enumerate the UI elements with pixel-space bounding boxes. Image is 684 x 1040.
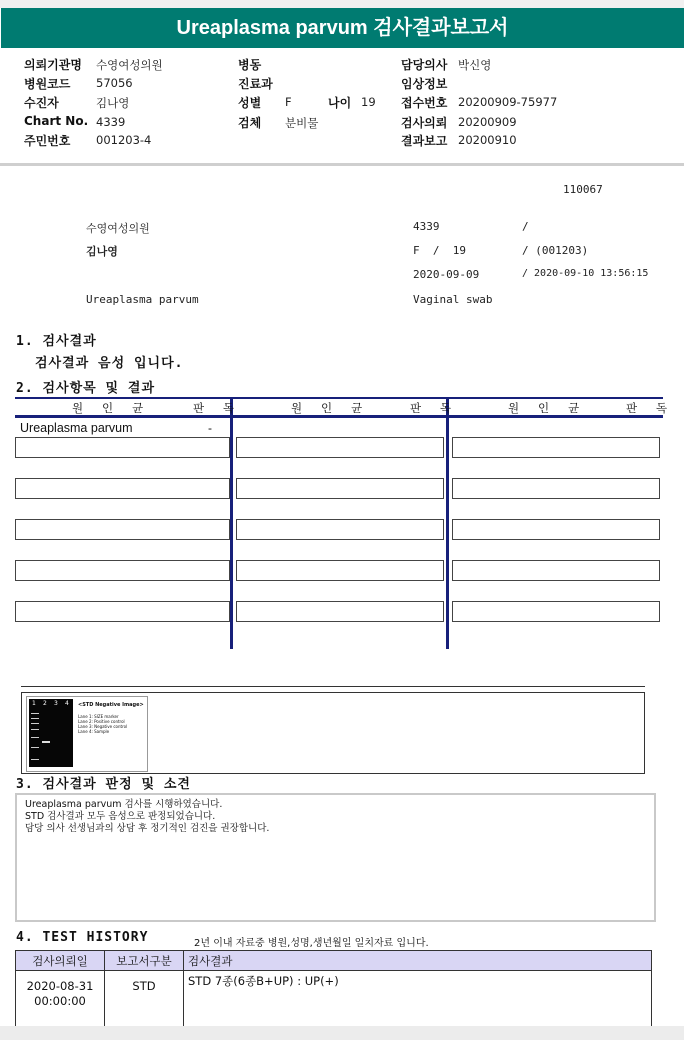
gel-lane-3: 3 — [54, 700, 58, 707]
label-department: 진료과 — [238, 77, 273, 91]
empty-cell — [15, 519, 230, 540]
col-header-judgement-3: 판 독 — [626, 401, 674, 415]
label-patient: 수진자 — [24, 96, 59, 110]
history-type: STD — [105, 971, 184, 1037]
col-header-pathogen-3: 원 인 균 — [508, 401, 586, 415]
summary-collected: 2020-09-09 — [413, 268, 480, 281]
summary-specimen: Vaginal swab — [413, 293, 493, 306]
section3-title: 3. 검사결과 판정 및 소견 — [16, 777, 191, 792]
empty-cell — [452, 519, 660, 540]
value-specimen: 분비물 — [285, 116, 319, 130]
label-report-date: 결과보고 — [401, 134, 448, 148]
history-header-type: 보고서구분 — [105, 951, 184, 971]
value-request-date: 20200909 — [458, 115, 517, 129]
section4-title: 4. TEST HISTORY — [16, 930, 149, 945]
label-ward: 병동 — [238, 58, 262, 72]
table-top-rule — [15, 397, 663, 399]
gel-lane-2: 2 — [43, 700, 47, 707]
label-resident-no: 주민번호 — [24, 134, 71, 148]
empty-cell — [15, 601, 230, 622]
opinion-line: STD 검사결과 모두 음성으로 판정되었습니다. — [25, 811, 216, 822]
gel-lane-4: 4 — [65, 700, 69, 707]
report-code: 110067 — [563, 183, 603, 196]
empty-cell — [15, 437, 230, 458]
history-header-row — [16, 951, 652, 971]
label-sex: 성별 — [238, 96, 262, 110]
empty-cell — [452, 437, 660, 458]
history-header-result: 검사결과 — [184, 951, 652, 971]
history-time: 00:00:00 — [34, 994, 86, 1008]
summary-chart: 4339 — [413, 220, 440, 233]
label-receipt-no: 접수번호 — [401, 96, 448, 110]
value-resident-no: 001203-4 — [96, 133, 152, 147]
label-hospital-code: 병원코드 — [24, 77, 71, 91]
bottom-margin — [0, 1026, 684, 1040]
gel-band — [31, 729, 39, 730]
empty-cell — [15, 478, 230, 499]
gel-legend-1: Lane 1: SIZE marker — [78, 714, 119, 719]
value-hospital-code: 57056 — [96, 76, 133, 90]
section2-title: 2. 검사항목 및 결과 — [16, 381, 156, 396]
gel-band — [31, 737, 39, 738]
gel-legend-3: Lane 3: Negative control — [78, 724, 128, 729]
summary-sex-age: F / 19 — [413, 244, 466, 257]
gel-band — [31, 759, 39, 760]
value-receipt-no: 20200909-75977 — [458, 95, 558, 109]
header-divider — [0, 163, 684, 166]
summary-slash: / — [522, 220, 529, 233]
gel-band — [42, 741, 50, 743]
empty-cell — [15, 560, 230, 581]
value-patient: 김나영 — [96, 96, 130, 110]
table-col-divider-1 — [230, 397, 233, 649]
history-result: STD 7종(6종B+UP) : UP(+) — [184, 971, 652, 1037]
label-age: 나이 — [328, 96, 352, 110]
gel-image — [26, 696, 148, 772]
label-clinical-info: 임상정보 — [401, 77, 448, 91]
label-doctor: 담당의사 — [401, 58, 448, 72]
value-sex: F — [285, 95, 292, 109]
empty-cell — [452, 560, 660, 581]
empty-cell — [236, 519, 444, 540]
empty-cell — [452, 478, 660, 499]
gel-band — [31, 713, 39, 714]
summary-birth: / (001203) — [522, 244, 589, 257]
history-note: 2년 이내 자료중 병원,성명,생년월일 일치자료 입니다. — [194, 938, 429, 949]
gel-title: <STD Negative Image> — [78, 702, 144, 708]
history-table — [15, 950, 652, 1037]
empty-cell — [236, 560, 444, 581]
result-pathogen: Ureaplasma parvum — [20, 421, 133, 435]
gel-lane-1: 1 — [32, 700, 36, 707]
label-request-date: 검사의뢰 — [401, 116, 448, 130]
summary-institution: 수영여성의원 — [86, 222, 150, 235]
gel-legend-2: Lane 2: Positive control — [78, 719, 125, 724]
top-margin — [0, 0, 684, 8]
opinion-line: 담당 의사 선생님과의 상담 후 정기적인 검진을 권장합니다. — [25, 823, 270, 834]
value-report-date: 20200910 — [458, 133, 517, 147]
empty-cell — [236, 601, 444, 622]
label-institution: 의뢰기관명 — [24, 58, 82, 72]
table-col-divider-2 — [446, 397, 449, 649]
report-title: Ureaplasma parvum 검사결과보고서 — [1, 8, 684, 48]
gel-legend-4: Lane 4: Sample — [78, 729, 110, 734]
summary-test-name: Ureaplasma parvum — [86, 293, 199, 306]
result-judgement: - — [208, 421, 212, 435]
section1-title: 1. 검사결과 — [16, 334, 97, 349]
empty-cell — [452, 601, 660, 622]
gel-panel-rule — [21, 686, 645, 687]
opinion-box — [15, 793, 656, 922]
section1-result: 검사결과 음성 입니다. — [35, 356, 184, 371]
empty-cell — [236, 478, 444, 499]
gel-band — [31, 718, 39, 719]
col-header-judgement-1: 판 독 — [193, 401, 241, 415]
col-header-pathogen-2: 원 인 균 — [291, 401, 369, 415]
gel-band — [31, 723, 39, 724]
history-date: 2020-08-31 — [26, 979, 94, 993]
summary-patient: 김나영 — [86, 245, 118, 258]
summary-reported: / 2020-09-10 13:56:15 — [522, 268, 649, 279]
opinion-line: Ureaplasma parvum 검사를 시행하였습니다. — [25, 799, 223, 810]
label-specimen: 검체 — [238, 116, 262, 130]
label-chart-no: Chart No. — [24, 114, 89, 128]
history-header-date: 검사의뢰일 — [16, 951, 105, 971]
empty-cell — [236, 437, 444, 458]
col-header-pathogen-1: 원 인 균 — [72, 401, 150, 415]
value-doctor: 박신영 — [458, 58, 492, 72]
gel-photo — [29, 699, 73, 767]
value-age: 19 — [361, 95, 376, 109]
col-header-judgement-2: 판 독 — [410, 401, 458, 415]
value-chart-no: 4339 — [96, 115, 126, 129]
gel-band — [31, 747, 39, 748]
value-institution: 수영여성의원 — [96, 58, 163, 72]
